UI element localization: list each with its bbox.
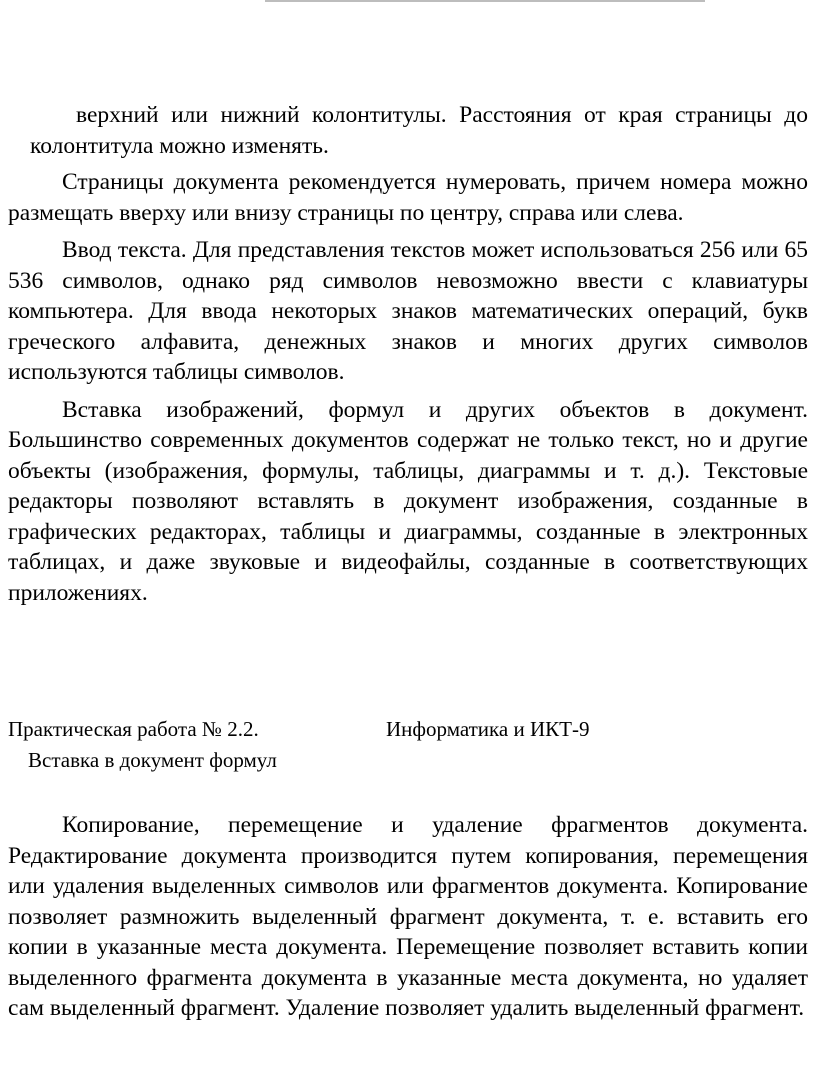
document-page-bottom — [8, 810, 808, 1024]
header-practical-work: Практическая работа № 2.2. — [8, 717, 259, 741]
paragraph-text-input: Ввод текста. Для представления текстов может использоваться 256 или 65 536 символов, однако ряд символов невозможно ввести с клавиатуры компьютера. Для ввода некоторых знаков математических операций, букв греческого алфавита, денежных знаков и многих других символов используются таблицы символов. — [8, 237, 808, 385]
paragraph-insert-objects: Вставка изображений, формул и других объектов в документ. Большинство современных документов содержат не только текст, но и другие объекты (изображения, формулы, таблицы, диаграммы и т. д.). Текстовые редакторы позволяют вставлять в документ изображения, созданные в графических редакторах, таблицы и диаграммы, созданные в электронных таблицах, и даже звуковые и видеофайлы, созданные в соответствующих приложениях. — [8, 396, 808, 606]
paragraph-page-numbering: Страницы документа рекомендуется нумеровать, причем номера можно размещать вверху или внизу страницы по центру, справа или слева. — [8, 169, 808, 226]
paragraph-copy-move-delete: Копирование, перемещение и удаление фрагментов документа. Редактирование документа производится путем копирования, перемещения или удаления выделенных символов или фрагментов документа. Копирование позволяет размножить выделенный фрагмент документа, т. е. вставить его копии в указанные места документа. Перемещение позволяет вставить копии выделенного фрагмента документа в указанные места документа, но удаляет сам выделенный фрагмент. Удаление позволяет удалить выделенный фрагмент. — [8, 812, 808, 1021]
header-subject: Информатика и ИКТ-9 — [386, 717, 590, 741]
document-page-top — [8, 100, 808, 608]
continuation-paragraph: верхний или нижний колонтитулы. Расстояния от края страницы до колонтитула можно изменять. — [30, 102, 808, 159]
header-subtitle: Вставка в документ формул — [28, 748, 277, 772]
top-edge-rule — [265, 0, 705, 2]
